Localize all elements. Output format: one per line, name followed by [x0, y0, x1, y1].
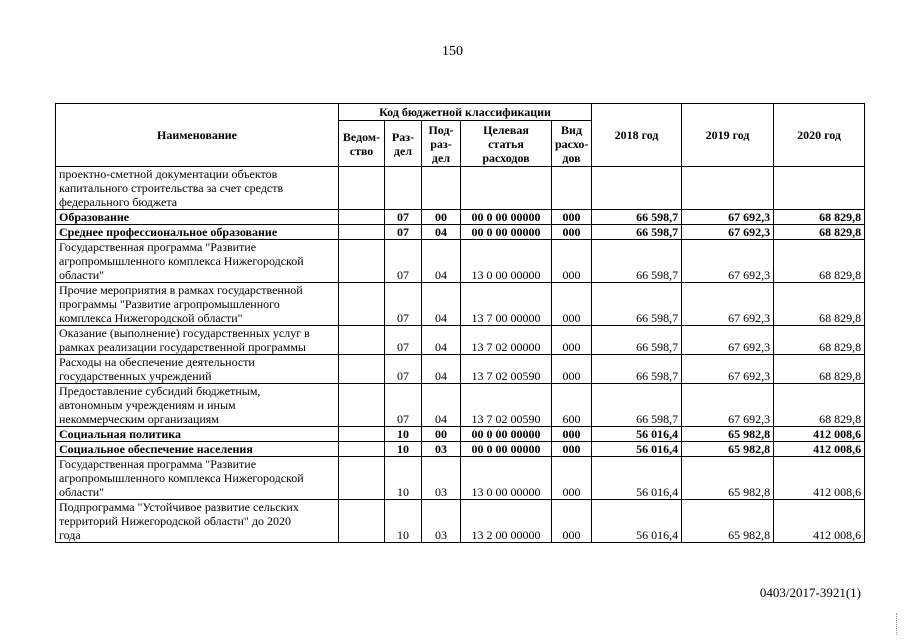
row-value-2018	[592, 167, 682, 210]
row-value-2020: 412 008,6	[774, 442, 865, 457]
row-value-2018: 56 016,4	[592, 457, 682, 500]
row-value-2019: 67 692,3	[682, 326, 774, 355]
row-value-2018: 56 016,4	[592, 427, 682, 442]
row-value-2019: 65 982,8	[682, 457, 774, 500]
row-value-2019: 65 982,8	[682, 442, 774, 457]
row-value-2018: 66 598,7	[592, 225, 682, 240]
row-name: Государственная программа "Развитие агропромышленного комплекса Нижегородской области"	[56, 240, 339, 283]
row-target-article: 00 0 00 00000	[461, 427, 552, 442]
table-row	[56, 210, 865, 225]
header-name: Наименование	[56, 104, 339, 167]
row-target-article: 13 7 00 00000	[461, 283, 552, 326]
row-target-article	[461, 167, 552, 210]
table-row	[56, 225, 865, 240]
row-expense-type: 000	[552, 457, 592, 500]
row-value-2019: 67 692,3	[682, 384, 774, 427]
row-vedomstvo	[339, 457, 385, 500]
row-vedomstvo	[339, 442, 385, 457]
row-expense-type: 000	[552, 427, 592, 442]
row-value-2018: 66 598,7	[592, 240, 682, 283]
row-value-2018: 66 598,7	[592, 283, 682, 326]
table-header	[56, 104, 865, 167]
row-value-2019: 67 692,3	[682, 225, 774, 240]
row-name: Прочие мероприятия в рамках государственной программы "Развитие агропромышленного комплекса Нижегородской области"	[56, 283, 339, 326]
row-expense-type: 600	[552, 384, 592, 427]
row-value-2018: 56 016,4	[592, 500, 682, 543]
row-value-2019	[682, 167, 774, 210]
row-podrazdel: 04	[422, 326, 461, 355]
row-razdel	[385, 167, 422, 210]
row-value-2019: 65 982,8	[682, 427, 774, 442]
row-target-article: 00 0 00 00000	[461, 442, 552, 457]
row-value-2020: 68 829,8	[774, 283, 865, 326]
header-target: Целевая статья расходов	[461, 121, 552, 167]
row-target-article: 00 0 00 00000	[461, 225, 552, 240]
row-podrazdel: 04	[422, 225, 461, 240]
row-value-2020: 68 829,8	[774, 210, 865, 225]
row-vedomstvo	[339, 225, 385, 240]
row-vedomstvo	[339, 500, 385, 543]
row-target-article: 13 7 02 00590	[461, 384, 552, 427]
table-row	[56, 442, 865, 457]
row-razdel: 10	[385, 500, 422, 543]
page-number: 150	[442, 44, 463, 59]
row-razdel: 07	[385, 225, 422, 240]
row-expense-type: 000	[552, 283, 592, 326]
row-vedomstvo	[339, 167, 385, 210]
row-value-2018: 66 598,7	[592, 384, 682, 427]
row-razdel: 10	[385, 442, 422, 457]
row-expense-type: 000	[552, 442, 592, 457]
header-vid: Вид расхо- дов	[552, 121, 592, 167]
row-vedomstvo	[339, 283, 385, 326]
table-row	[56, 500, 865, 543]
row-name: Образование	[56, 210, 339, 225]
row-value-2020	[774, 167, 865, 210]
table-row	[56, 427, 865, 442]
row-razdel: 07	[385, 326, 422, 355]
row-vedomstvo	[339, 355, 385, 384]
row-target-article: 13 0 00 00000	[461, 457, 552, 500]
row-podrazdel: 04	[422, 283, 461, 326]
row-name: Государственная программа "Развитие агропромышленного комплекса Нижегородской области"	[56, 457, 339, 500]
row-value-2020: 412 008,6	[774, 427, 865, 442]
row-target-article: 13 7 02 00000	[461, 326, 552, 355]
row-podrazdel: 00	[422, 210, 461, 225]
table-row	[56, 457, 865, 500]
row-target-article: 13 2 00 00000	[461, 500, 552, 543]
row-expense-type: 000	[552, 210, 592, 225]
row-name: проектно-сметной документации объектов капитального строительства за счет средств федерального бюджета	[56, 167, 339, 210]
row-name: Предоставление субсидий бюджетным, автономным учреждениям и иным некоммерческим организациям	[56, 384, 339, 427]
row-name: Социальное обеспечение населения	[56, 442, 339, 457]
row-expense-type: 000	[552, 326, 592, 355]
row-target-article: 13 7 02 00590	[461, 355, 552, 384]
row-podrazdel: 03	[422, 457, 461, 500]
row-value-2019: 65 982,8	[682, 500, 774, 543]
table-row	[56, 384, 865, 427]
row-vedomstvo	[339, 240, 385, 283]
table-row	[56, 167, 865, 210]
row-value-2018: 66 598,7	[592, 326, 682, 355]
header-code-group: Код бюджетной классификации	[339, 104, 592, 121]
row-vedomstvo	[339, 210, 385, 225]
document-code: 0403/2017-3921(1)	[759, 585, 861, 600]
header-razdel: Раз- дел	[385, 121, 422, 167]
row-value-2020: 68 829,8	[774, 384, 865, 427]
header-podrazdel: Под- раз- дел	[422, 121, 461, 167]
row-razdel: 07	[385, 355, 422, 384]
row-vedomstvo	[339, 384, 385, 427]
table-row	[56, 240, 865, 283]
row-podrazdel: 03	[422, 442, 461, 457]
row-podrazdel: 03	[422, 500, 461, 543]
row-value-2020: 68 829,8	[774, 355, 865, 384]
budget-table	[55, 103, 865, 543]
row-vedomstvo	[339, 326, 385, 355]
row-value-2019: 67 692,3	[682, 240, 774, 283]
row-expense-type: 000	[552, 240, 592, 283]
row-expense-type: 000	[552, 225, 592, 240]
row-razdel: 07	[385, 384, 422, 427]
scan-edge-marks	[896, 613, 899, 635]
row-podrazdel: 04	[422, 355, 461, 384]
row-podrazdel: 04	[422, 240, 461, 283]
row-podrazdel: 04	[422, 384, 461, 427]
row-expense-type: 000	[552, 500, 592, 543]
row-razdel: 07	[385, 283, 422, 326]
row-name: Социальная политика	[56, 427, 339, 442]
row-podrazdel	[422, 167, 461, 210]
row-value-2020: 68 829,8	[774, 240, 865, 283]
row-value-2020: 412 008,6	[774, 457, 865, 500]
row-target-article: 13 0 00 00000	[461, 240, 552, 283]
table-row	[56, 326, 865, 355]
row-value-2018: 66 598,7	[592, 355, 682, 384]
row-value-2020: 412 008,6	[774, 500, 865, 543]
row-vedomstvo	[339, 427, 385, 442]
row-value-2019: 67 692,3	[682, 355, 774, 384]
row-name: Расходы на обеспечение деятельности государственных учреждений	[56, 355, 339, 384]
table-body	[56, 167, 865, 543]
row-value-2019: 67 692,3	[682, 283, 774, 326]
row-value-2020: 68 829,8	[774, 225, 865, 240]
row-podrazdel: 00	[422, 427, 461, 442]
header-2020: 2020 год	[774, 104, 865, 167]
row-target-article: 00 0 00 00000	[461, 210, 552, 225]
header-2018: 2018 год	[592, 104, 682, 167]
row-name: Оказание (выполнение) государственных услуг в рамках реализации государственной программы	[56, 326, 339, 355]
table-row	[56, 283, 865, 326]
header-2019: 2019 год	[682, 104, 774, 167]
row-name: Подпрограмма "Устойчивое развитие сельских территорий Нижегородской области" до 2020 года	[56, 500, 339, 543]
row-value-2018: 56 016,4	[592, 442, 682, 457]
header-vedomstvo: Ведом- ство	[339, 121, 385, 167]
row-razdel: 07	[385, 210, 422, 225]
row-name: Среднее профессиональное образование	[56, 225, 339, 240]
row-value-2019: 67 692,3	[682, 210, 774, 225]
row-expense-type: 000	[552, 355, 592, 384]
row-razdel: 10	[385, 457, 422, 500]
table-row	[56, 355, 865, 384]
row-razdel: 07	[385, 240, 422, 283]
row-razdel: 10	[385, 427, 422, 442]
row-value-2018: 66 598,7	[592, 210, 682, 225]
row-expense-type	[552, 167, 592, 210]
row-value-2020: 68 829,8	[774, 326, 865, 355]
